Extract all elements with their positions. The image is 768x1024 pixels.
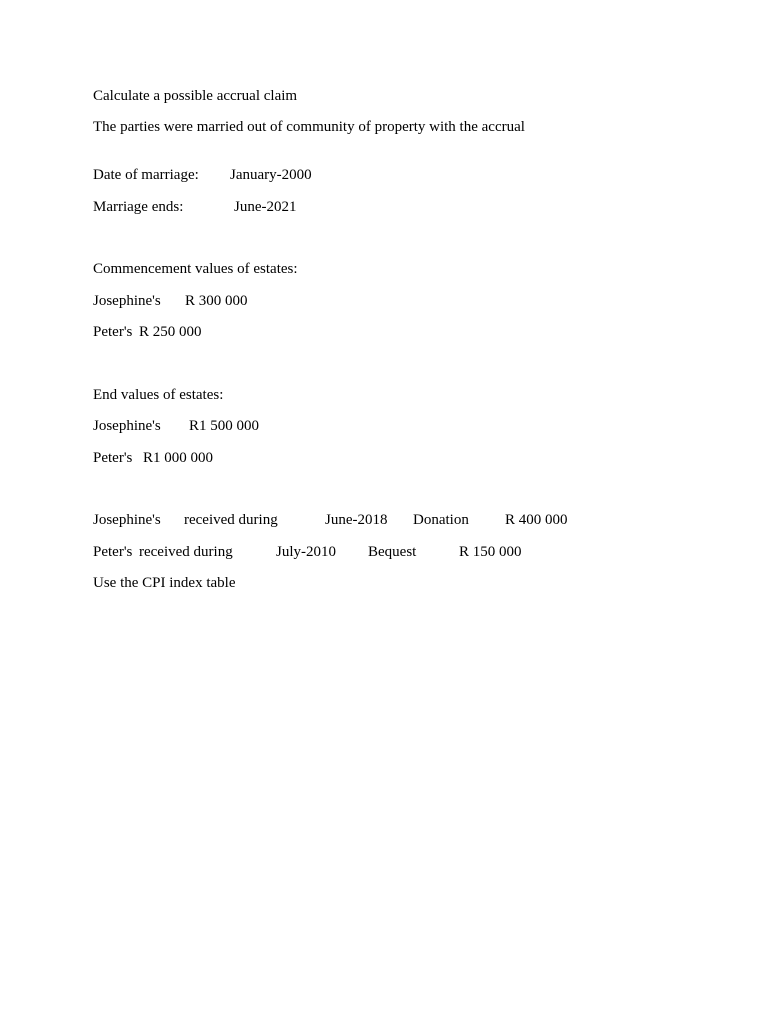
commencement-peter-label: Peter's	[93, 324, 133, 340]
document-title: Calculate a possible accrual claim	[93, 88, 298, 104]
marriage-end-label: Marriage ends:	[93, 199, 184, 215]
receipt-person: Josephine's	[93, 512, 161, 528]
end-peter-value: R1 000 000	[143, 450, 214, 466]
end-josephine-value: R1 500 000	[189, 418, 260, 434]
commencement-peter-value: R 250 000	[139, 324, 202, 340]
commencement-heading: Commencement values of estates:	[93, 261, 298, 277]
receipt-amount: R 400 000	[505, 512, 568, 528]
marriage-date-value: January-2000	[230, 167, 312, 183]
receipt-date: July-2010	[276, 544, 336, 560]
receipt-date: June-2018	[325, 512, 388, 528]
end-peter-label: Peter's	[93, 450, 133, 466]
receipt-type: Bequest	[368, 544, 417, 560]
receipt-received: received during	[184, 512, 278, 528]
end-josephine-label: Josephine's	[93, 418, 161, 434]
receipt-amount: R 150 000	[459, 544, 522, 560]
marriage-end-value: June-2021	[234, 199, 297, 215]
receipt-received: received during	[139, 544, 233, 560]
commencement-josephine-label: Josephine's	[93, 293, 161, 309]
receipt-person: Peter's	[93, 544, 133, 560]
commencement-josephine-value: R 300 000	[185, 293, 248, 309]
cpi-note: Use the CPI index table	[93, 575, 236, 591]
intro-text: The parties were married out of community of property with the accrual	[93, 119, 525, 135]
marriage-date-label: Date of marriage:	[93, 167, 199, 183]
receipt-type: Donation	[413, 512, 469, 528]
end-values-heading: End values of estates:	[93, 387, 224, 403]
